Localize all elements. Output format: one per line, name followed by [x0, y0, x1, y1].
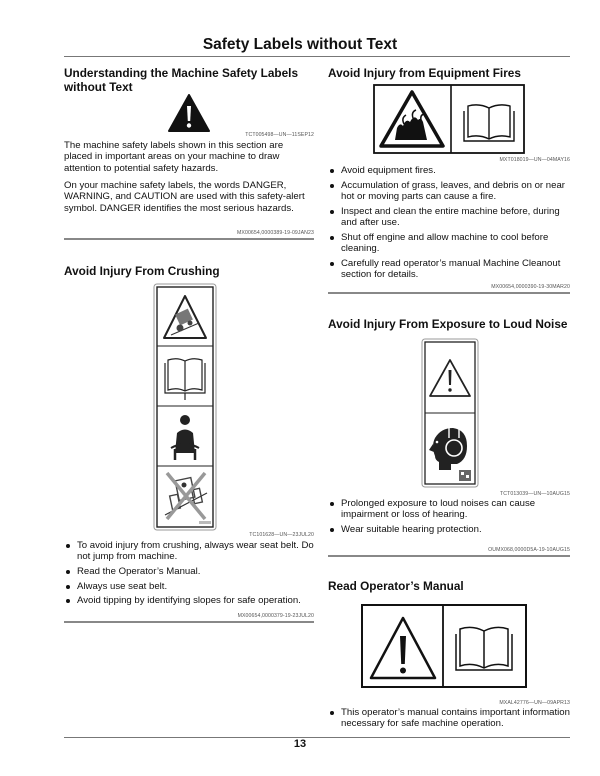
doc-ref: MX00654,0000390-19-30MAR20: [491, 284, 570, 290]
doc-ref: OUMX068,0000D5A-19-10AUG15: [488, 547, 570, 553]
bullet-list-crushing: [64, 540, 316, 610]
section-divider: [328, 292, 570, 294]
bullet-icon: [66, 585, 70, 589]
bullet-item: Carefully read operator’s manual Machine Cleanout section for details.: [328, 258, 572, 281]
page-title: Safety Labels without Text: [202, 36, 398, 53]
figure-ref: TCT013039—UN—10AUG15: [499, 491, 570, 497]
bullet-icon: [330, 210, 334, 214]
bullet-item: Shut off engine and allow machine to cool before cleaning.: [328, 232, 572, 255]
bullet-icon: [330, 711, 334, 715]
bullet-list-manual: [328, 707, 572, 733]
section-heading-crushing: Avoid Injury From Crushing: [64, 264, 220, 278]
manual-label-figure: [361, 604, 527, 688]
bullet-icon: [66, 544, 70, 548]
bullet-icon: [66, 570, 70, 574]
bullet-icon: [330, 528, 334, 532]
bullet-item: Avoid tipping by identifying slopes for safe operation.: [64, 595, 316, 606]
bullet-item: Inspect and clean the entire machine before, during and after use.: [328, 206, 572, 229]
bullet-item: This operator’s manual contains important information necessary for safe machine operation.: [328, 707, 572, 730]
doc-ref: MX00654,0000389-19-09JAN23: [236, 230, 314, 236]
figure-ref: TCT005498—UN—11SEP12: [245, 132, 314, 138]
bullet-icon: [330, 169, 334, 173]
safety-alert-icon: [167, 93, 211, 133]
bullet-list-fires: [328, 165, 572, 284]
paragraph: On your machine safety labels, the words DANGER, WARNING, and CAUTION are used with this safety-alert symbol. DANGER identifies the most serious hazards.: [64, 180, 305, 214]
bullet-item: Wear suitable hearing protection.: [328, 524, 572, 535]
bullet-item: Avoid equipment fires.: [328, 165, 572, 176]
bullet-item: Accumulation of grass, leaves, and debris on or near hot or moving parts can cause a fire.: [328, 180, 572, 203]
fire-label-figure: [373, 84, 525, 154]
doc-ref: MX00654,0000379-19-23JUL20: [237, 613, 314, 619]
figure-ref: TC101628—UN—23JUL20: [249, 532, 314, 538]
bullet-icon: [66, 599, 70, 603]
section-divider: [64, 621, 314, 623]
crushing-label-figure: [153, 283, 217, 531]
page-number: 13: [293, 738, 307, 750]
bullet-icon: [330, 262, 334, 266]
section-divider: [328, 555, 570, 557]
bullet-icon: [330, 502, 334, 506]
section-heading-fires: Avoid Injury from Equipment Fires: [328, 66, 521, 80]
bullet-item: To avoid injury from crushing, always wear seat belt. Do not jump from machine.: [64, 540, 316, 563]
bullet-item: Always use seat belt.: [64, 581, 316, 592]
section-heading-noise: Avoid Injury From Exposure to Loud Noise: [328, 317, 568, 331]
bullet-icon: [330, 184, 334, 188]
figure-ref: MXT018019—UN—04MAY16: [499, 157, 570, 163]
section-heading-manual: Read Operator’s Manual: [328, 579, 464, 593]
title-rule: [64, 56, 570, 57]
bullet-item: Prolonged exposure to loud noises can cause impairment or loss of hearing.: [328, 498, 572, 521]
paragraph: The machine safety labels shown in this section are placed in important areas on your machine to draw attention to potential safety hazards.: [64, 140, 284, 174]
bullet-icon: [330, 236, 334, 240]
section-heading-understanding: Understanding the Machine Safety Labels without Text: [64, 66, 299, 94]
bullet-list-noise: [328, 498, 572, 539]
figure-ref: MXAL42776—UN—09APR13: [499, 700, 570, 706]
bullet-item: Read the Operator’s Manual.: [64, 566, 316, 577]
section-divider: [64, 238, 314, 240]
noise-label-figure: [421, 338, 479, 488]
